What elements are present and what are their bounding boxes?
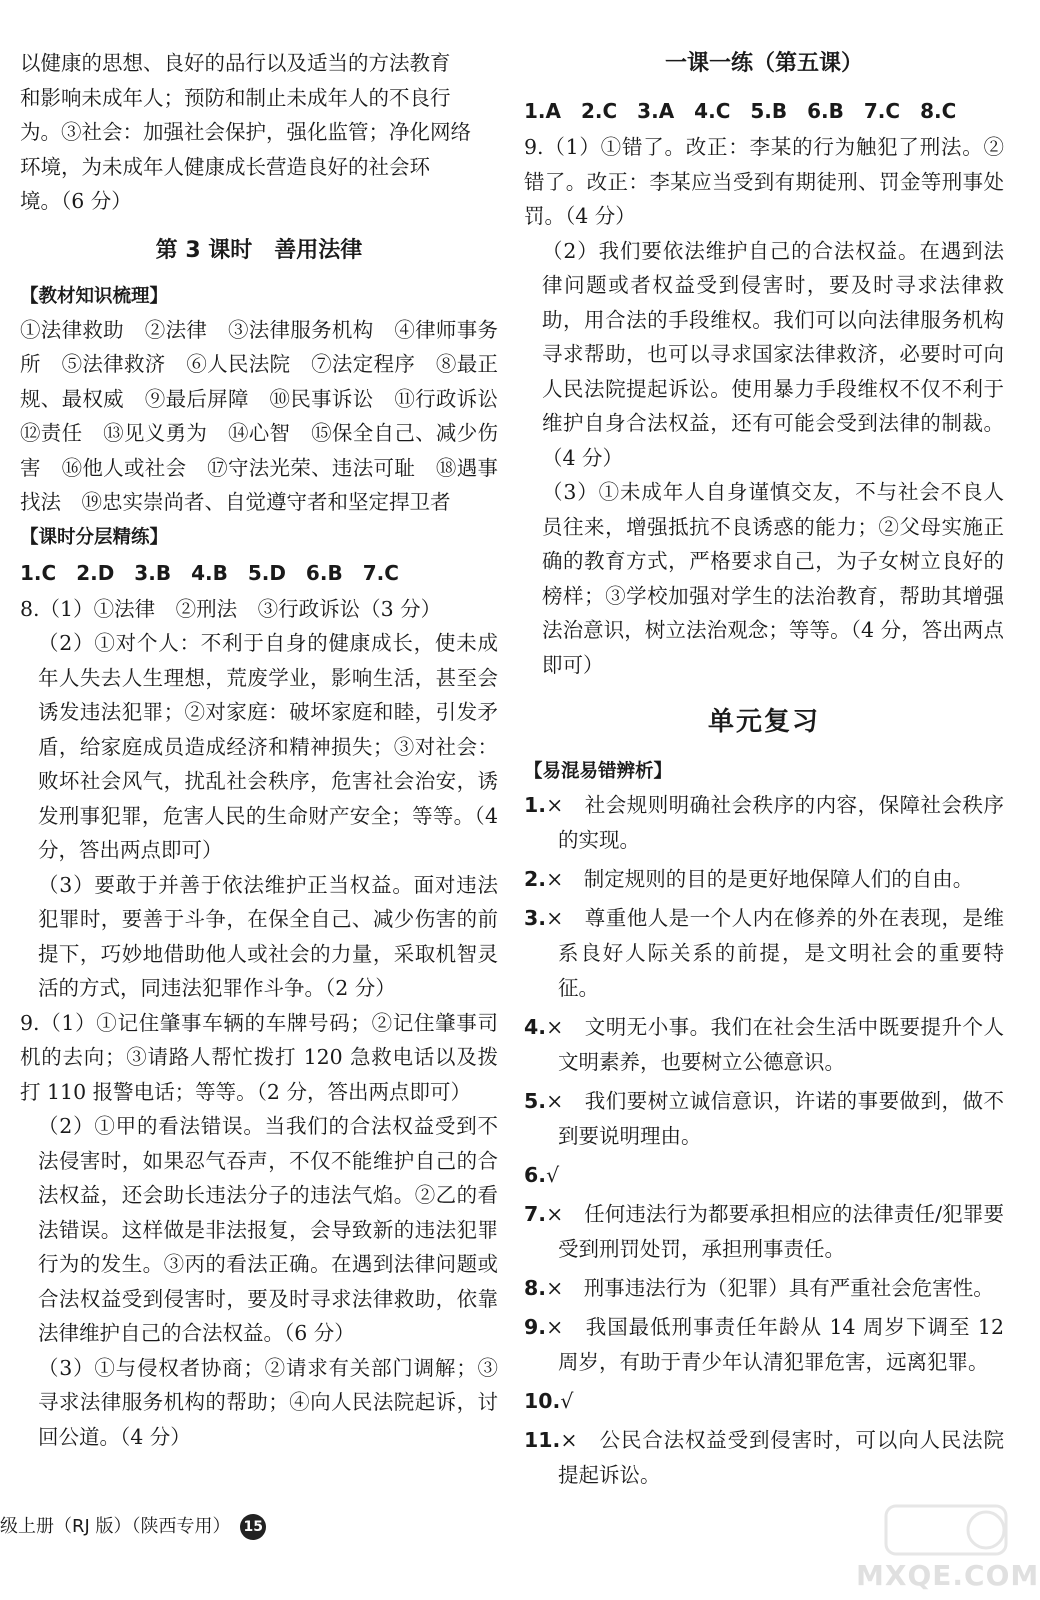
unit-review-title: 单元复习 — [707, 707, 820, 737]
footer-text: 级上册（RJ 版）（陕西专用） — [0, 1516, 231, 1537]
mc-answers: 1.C 2.D 3.B 4.B 5.D 6.B 7.C — [20, 560, 399, 585]
q9-part2: （2）①甲的看法错误。当我们的合法权益受到不法侵害时，如果忍气吞声，不仅不能维护自己的合法权益，还会助长违法分子的违法气焰。②乙的看法错误。这样做是非法报复，会导致新的违法犯罪行为的发生。③丙的看法正确。在遇到法律问题或合法权益受到侵害时，要及时寻求法律救助，依靠法律维护自己的合法权益。（6 分） — [38, 1114, 498, 1345]
section-heading-practice: 【课时分层精练】 — [20, 526, 169, 548]
review-item-gap — [563, 867, 584, 891]
review-item-mark: × — [546, 1089, 564, 1113]
r-q9-part1: 9.（1）①错了。改正：李某的行为触犯了刑法。②错了。改正：李某应当受到有期徒刑、罚金等刑事处罚。（4 分） — [524, 135, 1004, 228]
review-item-mark: × — [546, 867, 564, 891]
review-item-text: 社会规则明确社会秩序的内容，保障社会秩序的实现。 — [558, 793, 1005, 852]
review-item-gap — [563, 1015, 584, 1039]
knowledge-answers: ①法律救助 ②法律 ③法律服务机构 ④律师事务所 ⑤法律救济 ⑥人民法院 ⑦法定程序 ⑧最正规、最权威 ⑨最后屏障 ⑩民事诉讼 ⑪行政诉讼 ⑫责任 ⑬见义勇为 ⑭心智 ⑮保全自己、减少伤害 ⑯他人或社会 ⑰守法光荣、违法可耻 ⑱遇事找法 ⑲忠实崇尚者、自觉遵守者和坚定捍卫者 — [20, 317, 519, 514]
review-item-text: 刑事违法行为（犯罪）具有严重社会危害性。 — [583, 1276, 994, 1300]
intro-line: 以健康的思想、良好的品行以及适当的方法教育 — [20, 51, 451, 75]
review-item-gap — [573, 1389, 594, 1413]
review-item-mark: × — [546, 1276, 564, 1300]
r-q9-part3: （3）①未成年人自身谨慎交友，不与社会不良人员往来，增强抵抗不良诱惑的能力；②父母实施正确的教育方式，严格要求自己，为子女树立良好的榜样；③学校加强对学生的法治教育，帮助其增强法治意识，树立法治观念；等等。（4 分，答出两点即可） — [542, 480, 1004, 677]
review-item-mark: × — [546, 1202, 564, 1226]
review-item-number: 10. — [524, 1389, 561, 1413]
review-item-number: 8. — [524, 1276, 547, 1300]
review-item-number: 1. — [524, 793, 547, 817]
review-item-text: 我们要树立诚信意识，许诺的事要做到，做不到要说明理由。 — [558, 1089, 1005, 1148]
q9-part3: （3）①与侵权者协商；②请求有关部门调解；③寻求法律服务机构的帮助；④向人民法院起诉，讨回公道。（4 分） — [38, 1355, 498, 1449]
practice-title: 一课一练（第五课） — [664, 51, 863, 76]
intro-line: 为。③社会：加强社会保护，强化监管；净化网络 — [20, 120, 471, 144]
review-item-gap — [559, 1163, 580, 1187]
review-item-mark: × — [546, 906, 564, 930]
review-item-gap — [563, 1202, 584, 1226]
q8-part2: （2）①对个人：不利于自身的健康成长，使未成年人失去人生理想，荒废学业，影响生活，甚至会诱发违法犯罪；②对家庭：破坏家庭和睦，引发矛盾，给家庭成员造成经济和精神损失；③对社会：败坏社会风气，扰乱社会秩序，危害社会治安，诱发刑事犯罪，危害人民的生命财产安全；等等。（4 分，答出两点即可） — [38, 631, 498, 862]
watermark-text: MXQE.COM — [856, 1559, 1040, 1592]
review-item-number: 4. — [524, 1015, 547, 1039]
left-column — [20, 46, 519, 1454]
right-column — [524, 46, 1004, 1497]
intro-line: 境。（6 分） — [20, 189, 132, 213]
intro-line: 环境，为未成年人健康成长营造良好的社会环 — [20, 154, 430, 179]
review-item-gap — [563, 1315, 585, 1339]
review-item — [524, 788, 1004, 858]
review-item-number: 2. — [524, 867, 547, 891]
review-item — [524, 1010, 1004, 1080]
q8-part1: 8.（1）①法律 ②刑法 ③行政诉讼（3 分） — [20, 596, 442, 621]
review-item — [524, 901, 1004, 1006]
review-item-text: 制定规则的目的是更好地保障人们的自由。 — [583, 867, 974, 891]
lesson-title: 第 3 课时 善用法律 — [155, 237, 363, 263]
review-item-mark: × — [546, 1015, 564, 1039]
review-item-gap — [563, 1276, 584, 1300]
review-item — [524, 1310, 1004, 1380]
review-item-gap — [563, 906, 584, 930]
intro-line: 和影响未成年人；预防和制止未成年人的不良行 — [20, 85, 451, 110]
review-item-gap — [563, 1089, 584, 1113]
review-item — [524, 862, 1004, 897]
review-item-text: 任何违法行为都要承担相应的法律责任/犯罪要受到刑罚处罚，承担刑事责任。 — [558, 1202, 1005, 1261]
review-item-text: 我国最低刑事责任年龄从 14 周岁下调至 12 周岁，有助于青少年认清犯罪危害，远离犯罪。 — [558, 1315, 1004, 1374]
review-item — [524, 1423, 1004, 1493]
section-heading-knowledge: 【教材知识梳理】 — [20, 285, 169, 307]
review-item-number: 7. — [524, 1202, 547, 1226]
review-list — [524, 788, 1004, 1493]
review-item — [524, 1084, 1004, 1154]
r-q9-part2: （2）我们要依法维护自己的合法权益。在遇到法律问题或者权益受到侵害时，要及时寻求法律救助，用合法的手段维权。我们可以向法律服务机构寻求帮助，也可以寻求国家法律救济，必要时可向人民法院提起诉讼。使用暴力手段维权不仅不利于维护自身合法权益，还有可能会受到法律的制裁。（4 分） — [542, 238, 1004, 470]
review-item — [524, 1158, 1004, 1193]
review-item-text: 文明无小事。我们在社会生活中既要提升个人文明素养，也要树立公德意识。 — [558, 1015, 1005, 1074]
review-item — [524, 1271, 1004, 1306]
q8-part3: （3）要敢于并善于依法维护正当权益。面对违法犯罪时，要善于斗争，在保全自己、减少伤害的前提下，巧妙地借助他人或社会的力量，采取机智灵活的方式，同违法犯罪作斗争。（2 分） — [38, 872, 498, 1000]
mc-answers-right: 1.A 2.C 3.A 4.C 5.B 6.B 7.C 8.C — [524, 99, 957, 123]
review-item-number: 9. — [524, 1315, 547, 1339]
review-item-mark: × — [546, 1315, 564, 1339]
review-item-text: 尊重他人是一个人内在修养的外在表现，是维系良好人际关系的前提，是文明社会的重要特征。 — [558, 906, 1005, 1000]
review-item-mark: √ — [560, 1389, 574, 1413]
review-item-gap — [578, 1428, 600, 1452]
review-item-number: 3. — [524, 906, 547, 930]
review-item-number: 5. — [524, 1089, 547, 1113]
review-item-mark: × — [560, 1428, 578, 1452]
q9-part1: 9.（1）①记住肇事车辆的车牌号码；②记住肇事司机的去向；③请路人帮忙拨打 120 急救电话以及拨打 110 报警电话；等等。（2 分，答出两点即可） — [20, 1010, 498, 1104]
review-item — [524, 1384, 1004, 1419]
review-item — [524, 1197, 1004, 1267]
review-item-gap — [563, 793, 584, 817]
review-item-mark: √ — [546, 1163, 560, 1187]
page-footer — [0, 1512, 266, 1540]
watermark-logo — [846, 1500, 1040, 1592]
section-heading-review: 【易混易错辨析】 — [524, 761, 673, 782]
review-item-number: 6. — [524, 1163, 547, 1187]
review-item-mark: × — [546, 793, 564, 817]
page-number: 15 — [240, 1514, 266, 1540]
review-item-text: 公民合法权益受到侵害时，可以向人民法院提起诉讼。 — [558, 1428, 1005, 1487]
review-item-number: 11. — [524, 1428, 561, 1452]
